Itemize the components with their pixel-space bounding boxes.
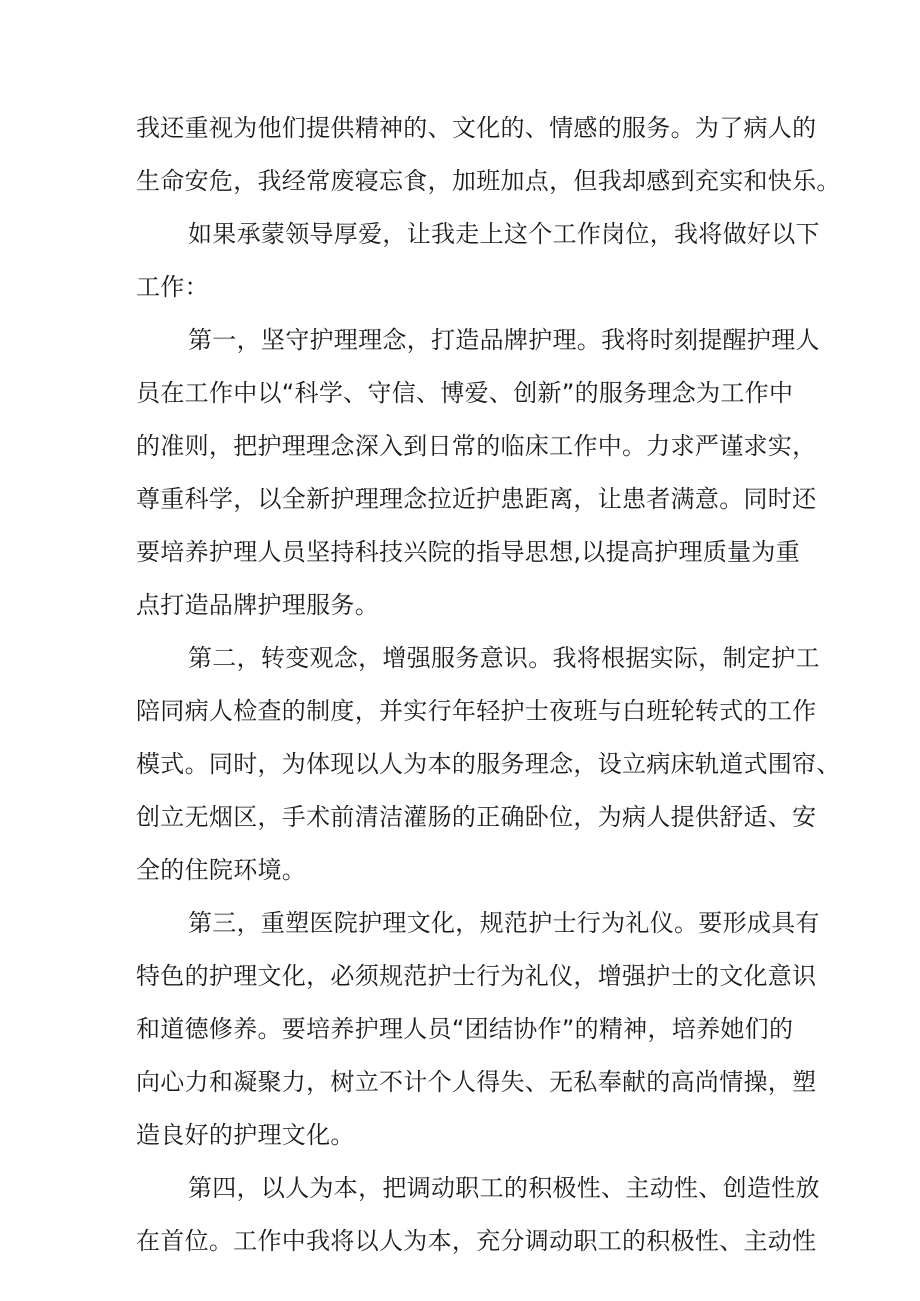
text-line: 特色的护理文化，必须规范护士行为礼仪，增强护士的文化意识 — [136, 962, 817, 990]
paragraph-start-line: 第四，以人为本，把调动职工的积极性、主动性、创造性放 — [188, 1174, 820, 1202]
text-line: 模式。同时，为体现以人为本的服务理念，设立病床轨道式围帘、 — [136, 750, 841, 778]
paragraph-start-line: 第一，坚守护理理念，打造品牌护理。我将时刻提醒护理人 — [188, 326, 820, 354]
paragraph-start-line: 第二，转变观念，增强服务意识。我将根据实际，制定护工 — [188, 644, 820, 672]
text-line: 工作： — [136, 273, 209, 301]
paragraph-start-line: 如果承蒙领导厚爱，让我走上这个工作岗位，我将做好以下 — [188, 220, 820, 248]
text-line: 向心力和凝聚力，树立不计个人得失、无私奉献的高尚情操，塑 — [136, 1068, 817, 1096]
text-line: 在首位。工作中我将以人为本，充分调动职工的积极性、主动性 — [136, 1227, 817, 1255]
text-line: 创立无烟区，手术前清洁灌肠的正确卧位，为病人提供舒适、安 — [136, 803, 817, 831]
text-line: 员在工作中以“科学、守信、博爱、创新”的服务理念为工作中 — [136, 379, 794, 407]
text-line: 陪同病人检查的制度，并实行年轻护士夜班与白班轮转式的工作 — [136, 697, 817, 725]
text-line: 点打造品牌护理服务。 — [136, 591, 379, 619]
text-line: 造良好的护理文化。 — [136, 1121, 355, 1149]
text-line: 的准则，把护理理念深入到日常的临床工作中。力求严谨求实， — [136, 432, 817, 460]
text-line: 全的住院环境。 — [136, 856, 307, 884]
paragraph-start-line: 第三，重塑医院护理文化，规范护士行为礼仪。要形成具有 — [188, 909, 820, 937]
text-line: 尊重科学，以全新护理理念拉近护患距离，让患者满意。同时还 — [136, 485, 817, 513]
text-line: 我还重视为他们提供精神的、文化的、情感的服务。为了病人的 — [136, 114, 817, 142]
text-line: 和道德修养。要培养护理人员“团结协作”的精神，培养她们的 — [136, 1015, 794, 1043]
text-line: 生命安危，我经常废寝忘食，加班加点，但我却感到充实和快乐。 — [136, 167, 841, 195]
text-line: 要培养护理人员坚持科技兴院的指导思想,以提高护理质量为重 — [136, 538, 801, 566]
